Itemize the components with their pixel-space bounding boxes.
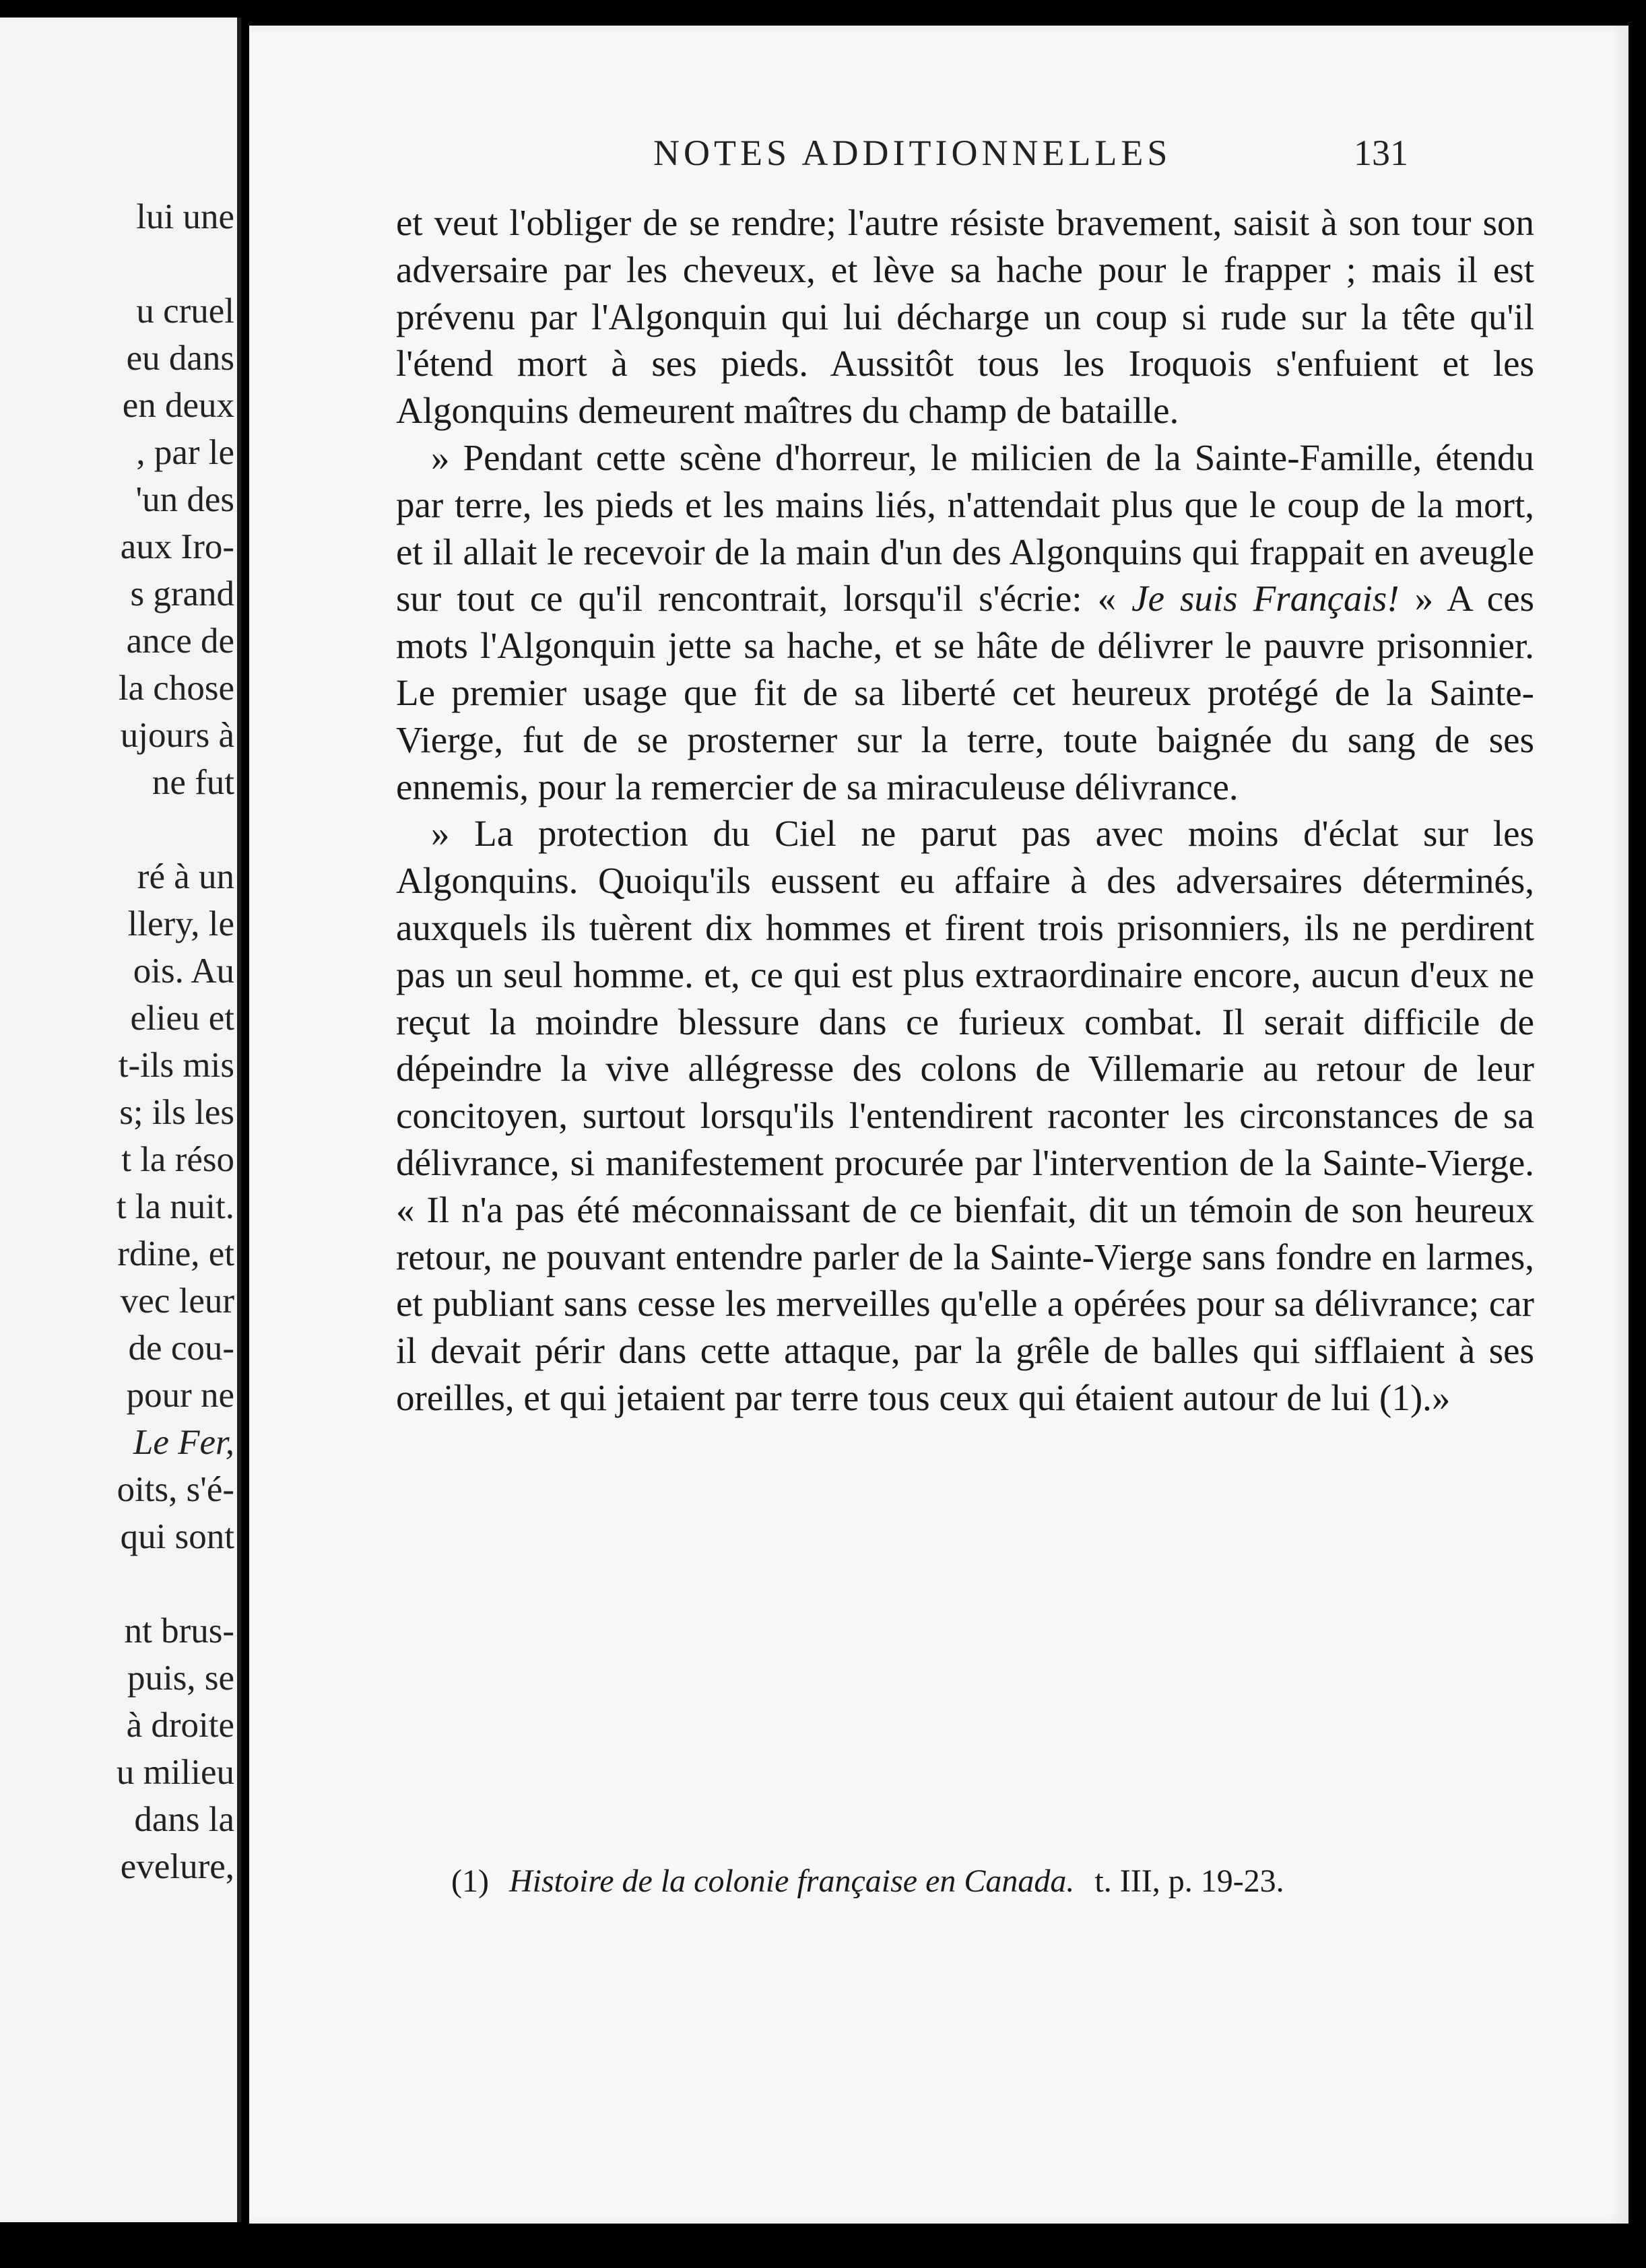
text-segment: » La protection du Ciel ne parut pas avec moins d'éclat sur les Algonquins. Quoiqu'ils eussent eu affaire à des adversaires déterminés, auxquels ils tuèrent dix hommes et firent trois prisonniers, ils ne perdirent pas un seul homme. et, ce qui est plus extraordinaire encore, aucun d'eux ne reçut la moindre blessure dans ce furieux combat. Il serait difficile de dépeindre la vive allégresse des colons de Villemarie au retour de leur concitoyen, surtout lorsqu'ils l'entendirent raconter les circonstances de sa délivrance, si manifestement procurée par l'intervention de la Sainte-Vierge. « Il n'a pas été méconnaissant de ce bienfait, dit un témoin de son heureux retour, ne pouvant entendre parler de la Sainte-Vierge sans fondre en larmes, et publiant sans cesse les merveilles qu'elle a opérées pour sa délivrance; car il devait périr dans cette attaque, par la grêle de balles qui sifflaient à ses oreilles, et qui jetaient par terre tous ceux qui étaient autour de lui (1).» xyxy=(396,813,1534,1418)
left-page-line: pour ne xyxy=(126,1376,234,1415)
left-page-line: nt brus- xyxy=(124,1611,234,1650)
left-page-line: vec leur xyxy=(120,1281,234,1321)
left-page-line: oits, s'é- xyxy=(117,1470,234,1509)
left-page-line: evelure, xyxy=(120,1847,234,1886)
footnote-title: Histoire de la colonie française en Canada. xyxy=(508,1863,1075,1899)
left-page-line: en deux xyxy=(122,386,234,425)
left-page-line: t la nuit. xyxy=(116,1187,234,1226)
body-text xyxy=(396,199,1534,1422)
left-page-line: rdine, et xyxy=(117,1234,234,1273)
right-page xyxy=(249,26,1628,2224)
running-head: NOTES ADDITIONNELLES xyxy=(653,133,1172,173)
left-page-line: s grand xyxy=(130,574,234,613)
left-page-line: dans la xyxy=(134,1800,234,1839)
left-page-line: , par le xyxy=(136,433,234,472)
left-page-line: ois. Au xyxy=(133,952,234,991)
italic-phrase: Je suis Français! xyxy=(1131,578,1400,620)
left-page-line: ujours à xyxy=(120,716,234,755)
left-page-line: de cou- xyxy=(128,1329,234,1368)
left-page-line: à droite xyxy=(126,1706,234,1745)
left-page-line: ré à un xyxy=(137,857,234,896)
left-page-line: ance de xyxy=(126,622,234,661)
left-page-line: aux Iro- xyxy=(120,527,234,566)
footnote xyxy=(451,1863,1542,1900)
left-page-line: qui sont xyxy=(120,1517,234,1556)
paragraph xyxy=(396,810,1534,1421)
left-page-line: t-ils mis xyxy=(118,1046,234,1085)
paragraph xyxy=(396,434,1534,810)
left-facing-page xyxy=(0,18,241,2222)
left-page-line: elieu et xyxy=(130,999,234,1038)
left-page-line: u milieu xyxy=(116,1753,234,1792)
text-segment: et veut l'obliger de se rendre; l'autre résiste bravement, saisit à son tour son adversaire par les cheveux, et lève sa hache pour le frapper ; mais il est prévenu par l'Algonquin qui lui décharge un coup si rude sur la tête qu'il l'étend mort à ses pieds. Aussitôt tous les Iroquois s'enfuient et les Algonquins demeurent maîtres du champ de bataille. xyxy=(396,202,1534,432)
left-page-line: llery, le xyxy=(127,904,234,943)
left-page-line: ne fut xyxy=(152,763,234,802)
left-page-line: u cruel xyxy=(136,292,234,331)
page-number: 131 xyxy=(1354,133,1408,173)
text-segment: » Pendant cette scène d'horreur, le milicien de la Sainte-Famille, étendu par terre, les pieds et les mains liés, n'attendait plus que le coup de la mort, et il allait le recevoir de la main d'un des Algonquins qui frappait en aveugle sur tout ce qu'il rencontrait, lorsqu'il s'écrie: « xyxy=(396,436,1534,620)
left-page-line: 'un des xyxy=(135,480,234,519)
left-page-line: lui une xyxy=(136,197,234,236)
paragraph xyxy=(396,199,1534,434)
left-page-line: la chose xyxy=(118,669,234,708)
left-page-line: t la réso xyxy=(121,1140,234,1179)
left-page-line: s; ils les xyxy=(119,1093,234,1132)
left-page-line: eu dans xyxy=(126,339,234,378)
left-page-line: puis, se xyxy=(127,1659,234,1698)
text-segment: » A ces mots l'Algonquin jette sa hache, et se hâte de délivrer le pauvre prisonnier. Le premier usage que fit de sa liberté cet heureux protégé de la Sainte-Vierge, fut de se prosterner sur la terre, toute baignée du sang de ses ennemis, pour la remercier de sa miraculeuse délivrance. xyxy=(396,578,1535,807)
left-page-line: Le Fer, xyxy=(133,1423,234,1462)
footnote-reference: t. III, p. 19-23. xyxy=(1094,1863,1284,1899)
footnote-marker: (1) xyxy=(451,1863,489,1899)
